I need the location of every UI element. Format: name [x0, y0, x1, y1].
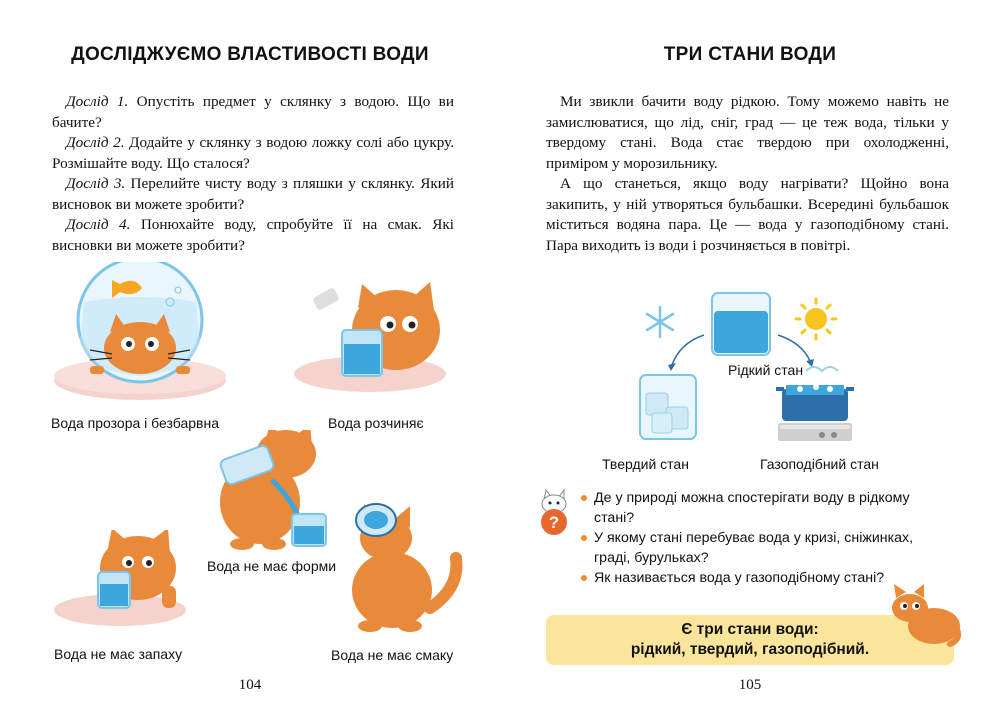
- label-gas: Газоподібний стан: [760, 456, 879, 472]
- question-item: Як називається вода у газоподібному стані?: [580, 568, 950, 588]
- summary-line-1: Є три стани води:: [681, 621, 819, 638]
- experiment-3: [52, 174, 454, 215]
- caption-no-smell: Вода не має запаху: [54, 646, 183, 662]
- caption-no-shape: Вода не має форми: [207, 558, 337, 574]
- question-cat-icon: [536, 488, 572, 536]
- experiment-label: Дослід 3.: [66, 175, 126, 192]
- page-number: 105: [738, 677, 762, 693]
- question-item: У якому стані перебуває вода у кризі, сніжинках, граді, бурульках?: [580, 528, 950, 568]
- snowflake-icon: [647, 307, 673, 337]
- experiment-1: [52, 92, 454, 133]
- intro-text: [546, 92, 949, 256]
- questions-list: [580, 488, 950, 588]
- experiment-4: [52, 215, 454, 256]
- fishbowl-cat-illustration: [50, 262, 230, 402]
- experiment-label: Дослід 4.: [66, 216, 131, 233]
- experiment-body: Понюхайте воду, спробуйте її на смак. Які висновки ви можете зробити?: [52, 216, 454, 254]
- label-solid: Твердий стан: [602, 456, 689, 472]
- salt-cat-illustration: [292, 278, 452, 394]
- page-number: 104: [238, 677, 262, 693]
- page-title: ДОСЛІДЖУЄМО ВЛАСТИВОСТІ ВОДИ: [71, 44, 429, 65]
- right-page: [500, 0, 1000, 721]
- summary-line-2: рідкий, твердий, газоподібний.: [630, 641, 870, 658]
- sun-icon: [796, 299, 836, 339]
- pouring-cat-illustration: [212, 430, 352, 552]
- experiment-body: Опустіть предмет у склянку з водою. Що ви бачите?: [52, 93, 454, 131]
- experiment-label: Дослід 2.: [66, 134, 125, 151]
- svg-text:?: ?: [548, 513, 560, 532]
- experiment-body: Додайте у склянку з водою ложку солі або цукру. Розмішайте воду. Що сталося?: [52, 134, 454, 172]
- tasting-cat-illustration: [340, 498, 466, 634]
- paragraph-1: Ми звикли бачити воду рідкою. Тому можемо навіть не замислюватися, що лід, сніг, град — це теж вода, тільки у твердому стані. Вода стає твердою при охолодженні, приміром у морозильнику.: [546, 93, 949, 172]
- caption-dissolves: Вода розчиняє: [328, 415, 424, 431]
- experiments-text: [52, 92, 454, 256]
- boiling-pot: [776, 367, 854, 441]
- experiment-body: Перелийте чисту воду з пляшки у склянку. Який висновок ви можете зробити?: [52, 175, 454, 213]
- experiment-label: Дослід 1.: [66, 93, 129, 110]
- caption-no-taste: Вода не має смаку: [331, 647, 454, 663]
- experiment-2: [52, 133, 454, 174]
- paragraph-2: А що станеться, якщо воду нагрівати? Щойно вона закипить, у ній утворяться бульбашки. Всередині бульбашок міститься водяна пара. Це — вода у газоподібному стані. Пара виходить із води і розчиняється в повітрі.: [546, 175, 949, 254]
- question-item: Де у природі можна спостерігати воду в рідкому стані?: [580, 488, 950, 528]
- ice-glass: [640, 375, 696, 439]
- label-liquid: Рідкий стан: [728, 362, 804, 378]
- sniffing-cat-illustration: [52, 530, 192, 628]
- caption-transparent: Вода прозора і безбарвна: [51, 415, 219, 431]
- lying-cat-illustration: [888, 584, 964, 648]
- page-title: ТРИ СТАНИ ВОДИ: [663, 44, 837, 65]
- glass-of-water: [712, 293, 770, 355]
